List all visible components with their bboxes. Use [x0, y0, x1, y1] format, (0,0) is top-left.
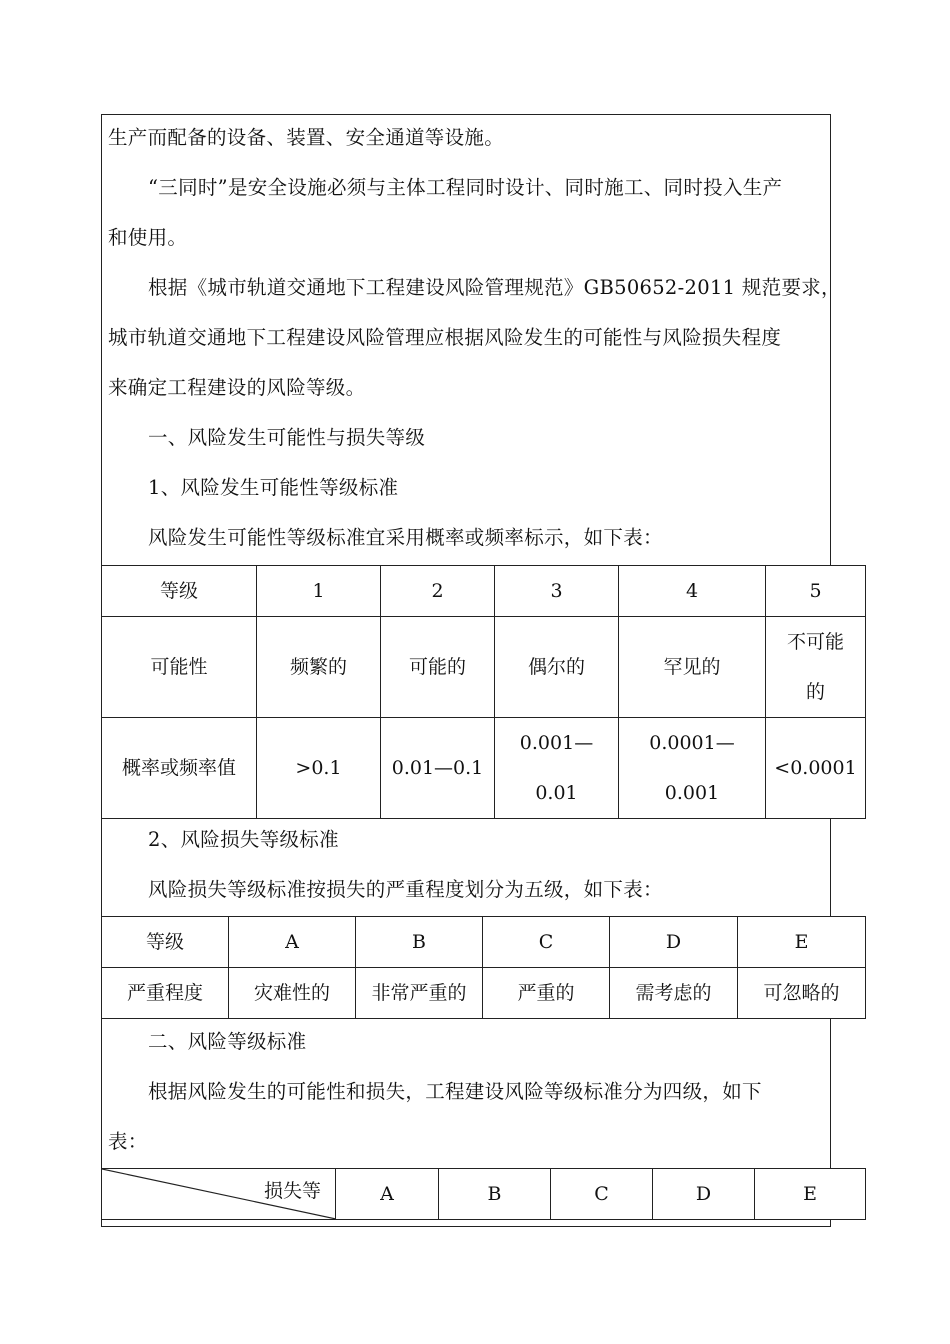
table-cell: 5 — [766, 566, 866, 617]
cell-text-line: 不可能 — [786, 631, 844, 653]
risk-level-table — [101, 1168, 866, 1220]
table-row — [102, 917, 866, 968]
table-row — [102, 617, 866, 718]
table-cell: 罕见的 — [619, 617, 766, 718]
table-cell: 等级 — [102, 566, 257, 617]
table-cell: C — [483, 917, 610, 968]
subsection-heading: 2、风险损失等级标准 — [148, 828, 339, 851]
table-row — [102, 1169, 866, 1220]
table-intro-text: 根据风险发生的可能性和损失，工程建设风险等级标准分为四级，如下 — [148, 1080, 762, 1103]
table-cell: 2 — [381, 566, 495, 617]
table-cell: <0.0001 — [766, 718, 866, 819]
table-cell: 4 — [619, 566, 766, 617]
table-cell: 可能性 — [102, 617, 257, 718]
table-cell: D — [653, 1169, 755, 1220]
table-cell: 非常严重的 — [356, 968, 483, 1019]
table-intro-text: 风险发生可能性等级标准宜采用概率或频率标示，如下表： — [148, 526, 663, 549]
table-cell — [495, 718, 619, 819]
paragraph-text: 生产而配备的设备、装置、安全通道等设施。 — [108, 126, 505, 149]
table-cell: D — [610, 917, 738, 968]
paragraph-text: 城市轨道交通地下工程建设风险管理应根据风险发生的可能性与风险损失程度 — [108, 326, 782, 349]
table-row — [102, 968, 866, 1019]
table-intro-text: 风险损失等级标准按损失的严重程度划分为五级，如下表： — [148, 878, 663, 901]
table-row — [102, 566, 866, 617]
table-intro-text: 表： — [108, 1130, 148, 1153]
table-cell: B — [356, 917, 483, 968]
loss-table — [101, 916, 866, 1019]
table-row — [102, 718, 866, 819]
table-cell: 概率或频率值 — [102, 718, 257, 819]
cell-text-line: 0.01 — [535, 782, 578, 804]
cell-text-line: 的 — [805, 681, 825, 703]
paragraph-text: 来确定工程建设的风险等级。 — [108, 376, 366, 399]
diagonal-header-cell — [102, 1169, 336, 1220]
cell-text-line: 0.001— — [519, 732, 594, 754]
table-cell: 偶尔的 — [495, 617, 619, 718]
table-cell: 3 — [495, 566, 619, 617]
table-cell: 严重的 — [483, 968, 610, 1019]
table-cell: E — [738, 917, 866, 968]
table-cell: 可能的 — [381, 617, 495, 718]
table-cell: C — [551, 1169, 653, 1220]
table-cell: B — [439, 1169, 551, 1220]
table-cell: 等级 — [102, 917, 229, 968]
subsection-heading: 1、风险发生可能性等级标准 — [148, 476, 399, 499]
table-cell: 灾难性的 — [229, 968, 356, 1019]
likelihood-table — [101, 565, 866, 819]
table-cell — [619, 718, 766, 819]
section-heading: 二、风险等级标准 — [148, 1030, 307, 1053]
table-cell: 可忽略的 — [738, 968, 866, 1019]
paragraph-text: “三同时”是安全设施必须与主体工程同时设计、同时施工、同时投入生产 — [148, 176, 783, 199]
table-cell: 频繁的 — [257, 617, 381, 718]
table-cell — [766, 617, 866, 718]
section-heading: 一、风险发生可能性与损失等级 — [148, 426, 426, 449]
paragraph-text: 和使用。 — [108, 226, 188, 249]
table-cell: E — [755, 1169, 866, 1220]
paragraph-text: 根据《城市轨道交通地下工程建设风险管理规范》GB50652-2011 规范要求， — [148, 276, 841, 299]
table-cell: 需考虑的 — [610, 968, 738, 1019]
table-cell: A — [229, 917, 356, 968]
table-cell: >0.1 — [257, 718, 381, 819]
diagonal-header-label: 损失等 — [263, 1180, 321, 1202]
table-cell: A — [336, 1169, 439, 1220]
cell-text-line: 0.0001— — [649, 732, 735, 754]
table-cell: 严重程度 — [102, 968, 229, 1019]
table-cell: 0.01—0.1 — [381, 718, 495, 819]
table-cell: 1 — [257, 566, 381, 617]
cell-text-line: 0.001 — [664, 782, 720, 804]
